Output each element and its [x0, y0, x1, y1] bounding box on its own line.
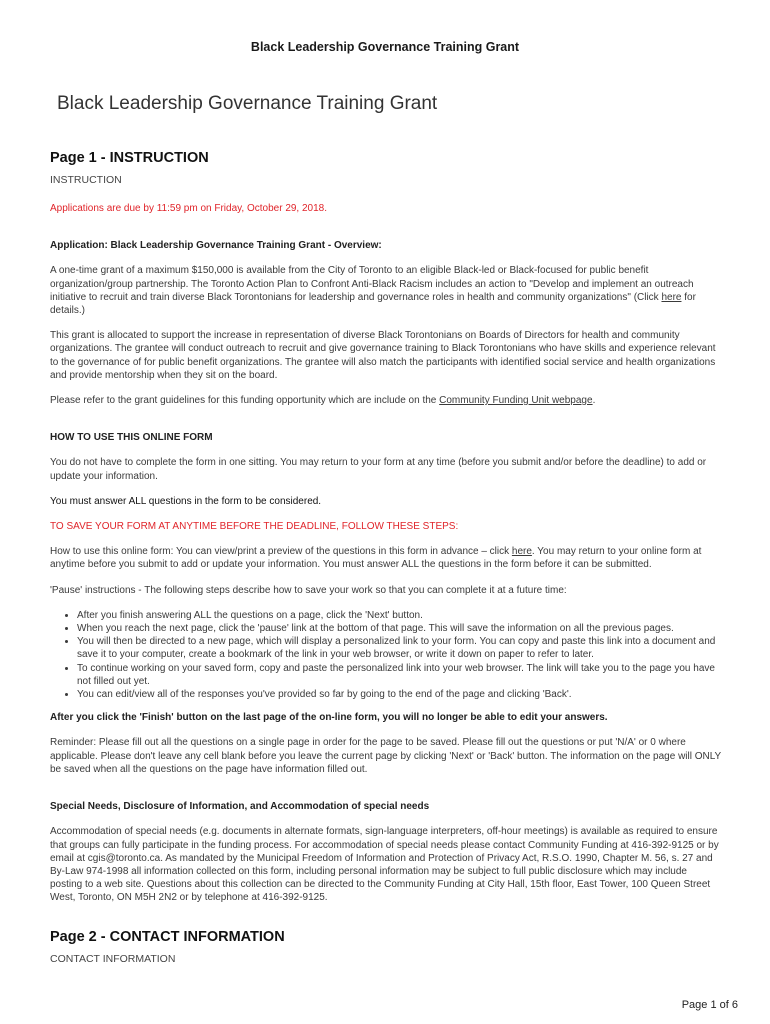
- overview-text: A one-time grant of a maximum $150,000 is available from the City of Toronto to an eligible Black-led or Black-focused for public benefit organization/group partnership. The Toronto Action Plan to Confront Anti-Black Racism includes an action to "Develop and implement an outreach initiative to recruit and train diverse Black Torontonians for leadership and governance roles in health and community organizations" (Click: [50, 265, 694, 303]
- section-heading-instruction: Page 1 - INSTRUCTION: [50, 150, 209, 166]
- special-needs-paragraph: Accommodation of special needs (e.g. documents in alternate formats, sign-language interpreters, off-hour meetings) is available as required to ensure that groups can fully participate in the funding process. For accommodation of special needs please contact Community Funding at 416-392-9125 or by email at cgis@toronto.ca. As mandated by the Municipal Freedom of Information and Protection of Privacy Act, R.S.O. 1990, Chapter M. 56, s. 27 and By-Law 974-1998 all information collected on this form, including personal information may be subject to full public disclosure which may include posting to a web site. Questions about this collection can be directed to the Community Funding at City Hall, 15th floor, East Tower, 100 Queen Street West, Toronto, ON M5H 2N2 or by telephone at 416-392-9125.: [50, 826, 719, 904]
- preview-link[interactable]: here: [511, 546, 532, 558]
- community-funding-link[interactable]: Community Funding Unit webpage: [439, 395, 593, 407]
- pause-steps-list: [50, 609, 722, 701]
- running-header: Black Leadership Governance Training Grant: [250, 40, 520, 54]
- section-subheading-contact: CONTACT INFORMATION: [50, 952, 176, 965]
- pause-intro: 'Pause' instructions - The following steps describe how to save your work so that you can complete it at a future time:: [50, 584, 567, 596]
- details-link[interactable]: here: [661, 291, 682, 303]
- guidelines-text: Please refer to the grant guidelines for this funding opportunity which are include on the: [50, 395, 440, 407]
- page-number: Page 1 of 6: [681, 999, 738, 1011]
- section-subheading-instruction: INSTRUCTION: [50, 174, 122, 186]
- overview-paragraph-1: [50, 264, 722, 317]
- list-item: • When you reach the next page, click the 'pause' link at the bottom of that page. This will save the information on all the previous pages.: [77, 622, 722, 635]
- howto-heading: HOW TO USE THIS ONLINE FORM: [50, 432, 213, 444]
- howto-paragraph-1: You do not have to complete the form in one sitting. You may return to your form at any time (before you submit and/or before the deadline) to add or update your information.: [50, 457, 707, 482]
- guidelines-text-end: .: [592, 395, 596, 407]
- list-item: • After you finish answering ALL the questions on a page, click the 'Next' button.: [77, 609, 722, 622]
- overview-paragraph-3: [50, 394, 722, 407]
- howto-paragraph-2: You must answer ALL questions in the form to be considered.: [50, 495, 322, 507]
- preview-text: How to use this online form: You can view/print a preview of the questions in this form in advance – click: [50, 546, 512, 558]
- special-needs-heading: Special Needs, Disclosure of Information, and Accommodation of special needs: [50, 801, 430, 813]
- list-item: • You will then be directed to a new page, which will display a personalized link to your form. You can copy and paste this link into a document and save it to your computer, create a bookmark of the link in your web browser, or write it down on paper to refer to later.: [77, 635, 722, 661]
- finish-note: After you click the 'Finish' button on the last page of the on-line form, you will no longer be able to edit your answers.: [50, 712, 608, 724]
- page-title: Black Leadership Governance Training Grant: [57, 93, 438, 114]
- howto-paragraph-4: [50, 545, 722, 571]
- section-heading-contact: Page 2 - CONTACT INFORMATION: [50, 928, 285, 945]
- overview-paragraph-2: This grant is allocated to support the increase in representation of diverse Black Torontonians on Boards of Directors for health and community organizations. The grantee will conduct outreach to recruit and give governance training to Black Torontonians who have skills and experience relevant to the governance of for public benefit organizations. The grantee will also match the participants with identified social service and health organizations and provide mentorship when they sit on the board.: [50, 330, 716, 381]
- save-steps-notice: TO SAVE YOUR FORM AT ANYTIME BEFORE THE DEADLINE, FOLLOW THESE STEPS:: [50, 521, 459, 533]
- preview-text-end: . You may return to your online form at anytime before you submit to add or update your information. You must answer ALL the questions in the form before it can be submitted.: [50, 546, 702, 571]
- reminder-paragraph: Reminder: Please fill out all the questions on a single page in order for the page to be saved. Please fill out the questions or put 'N/A' or 0 where applicable. Please don't leave any cell blank before you leave the current page by clicking 'Next' or 'Back' button. The information on the page will ONLY be saved when all the questions on the page have information filled out.: [50, 737, 722, 775]
- overview-text-end: for details.): [50, 291, 696, 317]
- list-item: • To continue working on your saved form, copy and paste the personalized link into your web browser. The link will take you to the page you have not filled out yet.: [77, 662, 722, 688]
- deadline-notice: Applications are due by 11:59 pm on Friday, October 29, 2018.: [50, 203, 328, 214]
- overview-heading: Application: Black Leadership Governance Training Grant - Overview:: [50, 240, 382, 252]
- form-content: [50, 150, 722, 981]
- list-item: • You can edit/view all of the responses you've provided so far by going to the end of the page and clicking 'Back'.: [77, 688, 722, 701]
